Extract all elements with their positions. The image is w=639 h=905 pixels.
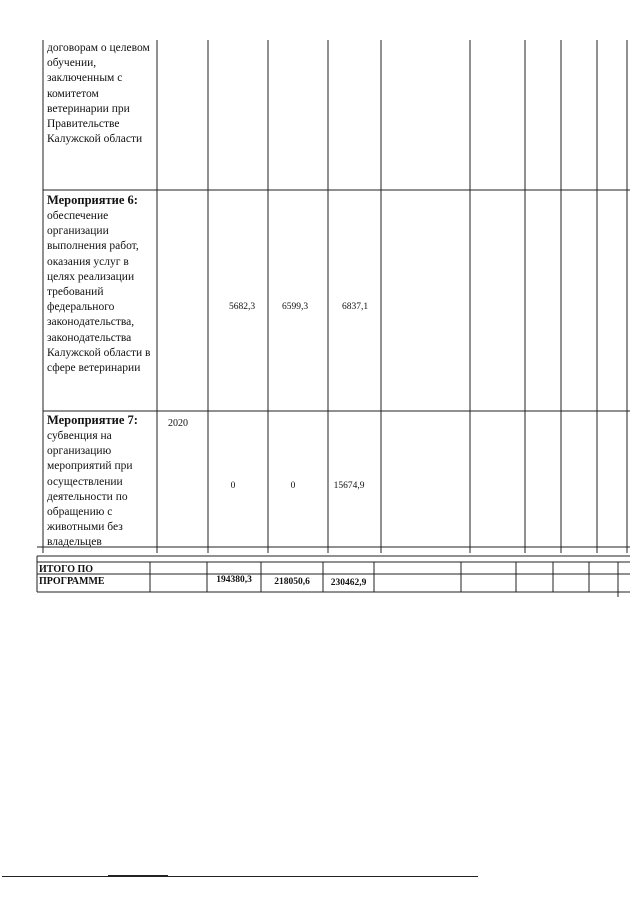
row7-value-3: 15674,9 <box>333 481 365 491</box>
row7-year: 2020 <box>168 418 188 429</box>
footer-rule-accent <box>108 875 168 876</box>
footer-rule <box>2 876 478 877</box>
row7-title: Мероприятие 7: <box>47 413 138 427</box>
total-value-1: 194380,3 <box>216 575 252 585</box>
row6-value-3: 6837,1 <box>341 302 369 312</box>
row7-value-2: 0 <box>290 481 296 491</box>
row6-description: обеспечение организации выполнения работ, оказания услуг в целях реализации требований федерального законодательства, законодательства Калужской области в сфере ветеринарии <box>47 210 151 375</box>
row6-value-1: 5682,3 <box>228 302 256 312</box>
row7-value-1: 0 <box>230 481 236 491</box>
row5-description: договорам о целевом обучении, заключенным с комитетом ветеринарии при Правительстве Калужской области <box>47 42 150 146</box>
row6-title: Мероприятие 6: <box>47 193 138 207</box>
row6-value-2: 6599,3 <box>281 302 309 312</box>
total-value-3: 230462,9 <box>330 578 367 588</box>
row7-description: субвенция на организацию мероприятий при осуществлении деятельности по обращению с животными без владельцев <box>47 430 133 549</box>
total-value-2: 218050,6 <box>274 577 310 587</box>
total-label: ИТОГО ПО ПРОГРАММЕ <box>39 564 105 587</box>
